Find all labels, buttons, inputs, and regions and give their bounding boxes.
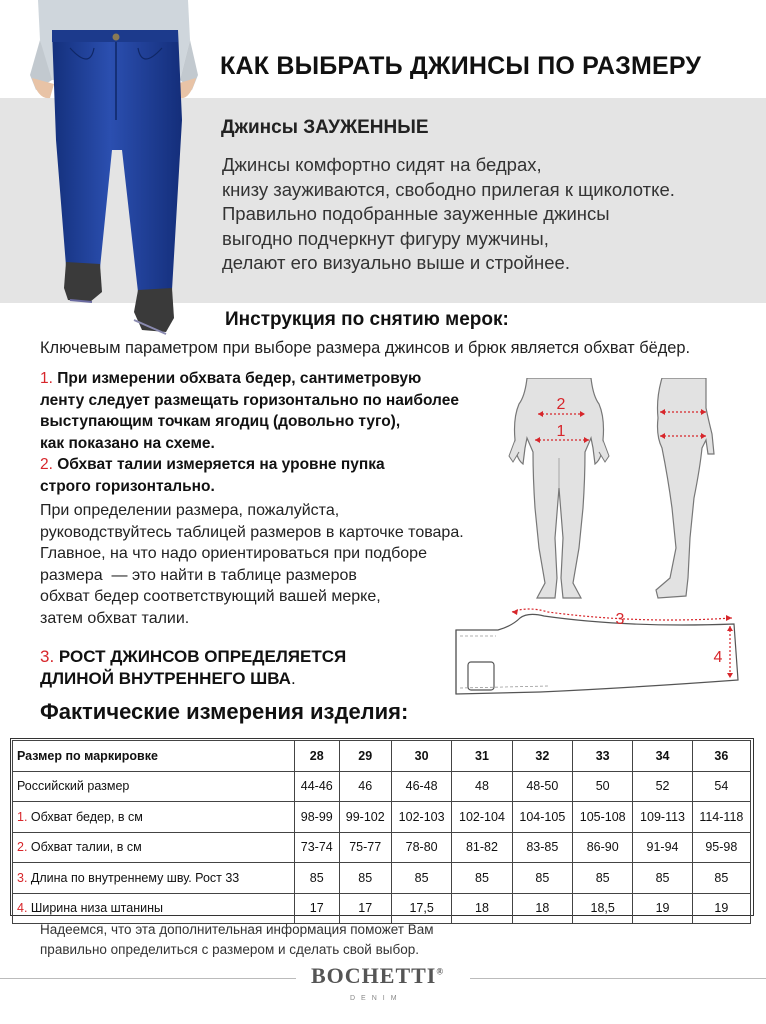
table-cell: 85 <box>339 863 391 894</box>
table-cell: 44-46 <box>295 771 340 802</box>
description-line: делают его визуально выше и стройнее. <box>222 252 570 273</box>
guidance-paragraph <box>40 500 464 629</box>
size-cell: 36 <box>692 741 750 772</box>
row-number: 4. <box>17 901 28 916</box>
size-table <box>12 740 751 924</box>
step1-line: При измерении обхвата бедер, сантиметровую <box>57 370 422 387</box>
description <box>222 153 675 276</box>
step2-line: Обхват талии измеряется на уровне пупка <box>57 456 385 474</box>
measure-steps <box>40 368 459 498</box>
table-cell: 114-118 <box>692 802 750 833</box>
brand-logo <box>311 963 444 989</box>
footer-line: Надеемся, что эта дополнительная информация поможет Вам <box>40 922 434 937</box>
table-cell: 19 <box>692 893 750 924</box>
row-label-text: Российский размер <box>17 779 130 794</box>
step2-number: 2. <box>40 456 53 474</box>
table-cell: 85 <box>692 863 750 894</box>
model-in-jeans-illustration <box>30 0 200 345</box>
step1-line: ленту следует размещать горизонтально по наиболее <box>40 391 459 409</box>
instructions-title: Инструкция по снятию мерок: <box>225 309 509 330</box>
row-label <box>13 863 295 894</box>
step1-number: 1. <box>40 370 53 387</box>
row-label-text: Длина по внутреннему шву. Рост 33 <box>27 870 240 885</box>
row-number: 2. <box>17 840 28 855</box>
brand-name: BOCHETTI <box>311 963 437 988</box>
row-label <box>13 832 295 863</box>
size-cell: 29 <box>339 741 391 772</box>
guidance-line: размера — это найти в таблице размеров <box>40 566 357 584</box>
guidance-line: обхват бедер соответствующий вашей мерке, <box>40 588 381 605</box>
step1-line: выступающим точкам ягодиц (довольно туго), <box>40 413 401 431</box>
brand-registered-mark: ® <box>436 966 445 977</box>
size-cell: 30 <box>391 741 451 772</box>
table-cell: 85 <box>391 863 451 894</box>
table-cell: 95-98 <box>692 832 750 863</box>
step3-period: . <box>290 669 296 688</box>
step3-number: 3. <box>40 647 55 666</box>
row-label-text: Ширина низа штанины <box>27 901 163 916</box>
table-cell: 83-85 <box>512 832 572 863</box>
measure-label-1: 1 <box>556 423 566 440</box>
footer-note <box>40 920 434 960</box>
table-cell: 54 <box>692 771 750 802</box>
body-front-figure <box>505 378 615 603</box>
table-row <box>13 771 751 802</box>
table-cell: 81-82 <box>452 832 512 863</box>
row-label <box>13 771 295 802</box>
table-header-row <box>13 741 751 772</box>
guidance-line: затем обхват талии. <box>40 609 190 627</box>
measure-label-4: 4 <box>713 649 723 666</box>
table-cell: 18 <box>452 893 512 924</box>
table-cell: 85 <box>295 863 340 894</box>
description-line: Джинсы комфортно сидят на бедрах, <box>222 154 542 175</box>
table-cell: 17,5 <box>391 893 451 924</box>
table-cell: 85 <box>512 863 572 894</box>
table-cell: 48 <box>452 771 512 802</box>
table-cell: 18,5 <box>573 893 633 924</box>
guidance-line: Главное, на что надо ориентироваться при подборе <box>40 545 427 562</box>
step3 <box>40 646 346 690</box>
table-cell: 102-104 <box>452 802 512 833</box>
table-cell: 19 <box>633 893 692 924</box>
table-cell: 104-105 <box>512 802 572 833</box>
table-cell: 18 <box>512 893 572 924</box>
size-cell: 31 <box>452 741 512 772</box>
footer-line: правильно определиться с размером и сделать свой выбор. <box>40 942 419 957</box>
table-cell: 46-48 <box>391 771 451 802</box>
table-cell: 99-102 <box>339 802 391 833</box>
table-cell: 85 <box>573 863 633 894</box>
row-number: 1. <box>17 809 28 824</box>
table-cell: 48-50 <box>512 771 572 802</box>
row-label <box>13 802 295 833</box>
measure-label-3: 3 <box>615 611 625 628</box>
subtitle: Джинсы ЗАУЖЕННЫЕ <box>221 117 429 138</box>
table-cell: 102-103 <box>391 802 451 833</box>
table-cell: 17 <box>339 893 391 924</box>
row-label <box>13 893 295 924</box>
step2-line: строго горизонтально. <box>40 477 215 495</box>
size-cell: 32 <box>512 741 572 772</box>
step1-line: как показано на схеме. <box>40 434 215 452</box>
row-label-text: Обхват талии, в см <box>27 840 142 855</box>
key-parameter-line: Ключевым параметром при выборе размера джинсов и брюк является обхват бёдер. <box>40 339 691 357</box>
table-row <box>13 832 751 863</box>
header-label-cell: Размер по маркировке <box>13 741 295 772</box>
brand-divider-left <box>0 978 296 979</box>
size-cell: 34 <box>633 741 692 772</box>
table-title: Фактические измерения изделия: <box>40 699 409 724</box>
step3-line: РОСТ ДЖИНСОВ ОПРЕДЕЛЯЕТСЯ <box>58 647 347 666</box>
table-cell: 91-94 <box>633 832 692 863</box>
size-cell: 33 <box>573 741 633 772</box>
brand-divider-right <box>470 978 766 979</box>
table-cell: 98-99 <box>295 802 340 833</box>
guidance-line: руководствуйтесь таблицей размеров в карточке товара. <box>40 523 464 541</box>
description-line: книзу зауживаются, свободно прилегая к щиколотке. <box>222 178 675 200</box>
body-side-figure <box>650 378 730 603</box>
table-cell: 52 <box>633 771 692 802</box>
table-cell: 75-77 <box>339 832 391 863</box>
table-cell: 85 <box>633 863 692 894</box>
jeans-leg-outline <box>448 606 748 701</box>
table-cell: 17 <box>295 893 340 924</box>
size-cell: 28 <box>295 741 340 772</box>
row-number: 3. <box>17 870 28 885</box>
description-line: выгодно подчеркнут фигуру мужчины, <box>222 227 549 249</box>
table-cell: 109-113 <box>633 802 692 833</box>
measure-label-2: 2 <box>556 396 566 413</box>
row-label-text: Обхват бедер, в см <box>27 809 143 824</box>
table-row <box>13 893 751 924</box>
description-line: Правильно подобранные зауженные джинсы <box>222 203 610 224</box>
guidance-line: При определении размера, пожалуйста, <box>40 502 340 519</box>
table-cell: 50 <box>573 771 633 802</box>
step3-line: ДЛИНОЙ ВНУТРЕННЕГО ШВА <box>40 669 291 688</box>
brand-subtitle: DENIM <box>350 995 403 1002</box>
table-cell: 86-90 <box>573 832 633 863</box>
table-cell: 73-74 <box>295 832 340 863</box>
table-cell: 105-108 <box>573 802 633 833</box>
table-row <box>13 802 751 833</box>
table-row <box>13 863 751 894</box>
table-cell: 78-80 <box>391 832 451 863</box>
page-title: КАК ВЫБРАТЬ ДЖИНСЫ ПО РАЗМЕРУ <box>220 52 702 80</box>
table-cell: 46 <box>339 771 391 802</box>
table-cell: 85 <box>452 863 512 894</box>
